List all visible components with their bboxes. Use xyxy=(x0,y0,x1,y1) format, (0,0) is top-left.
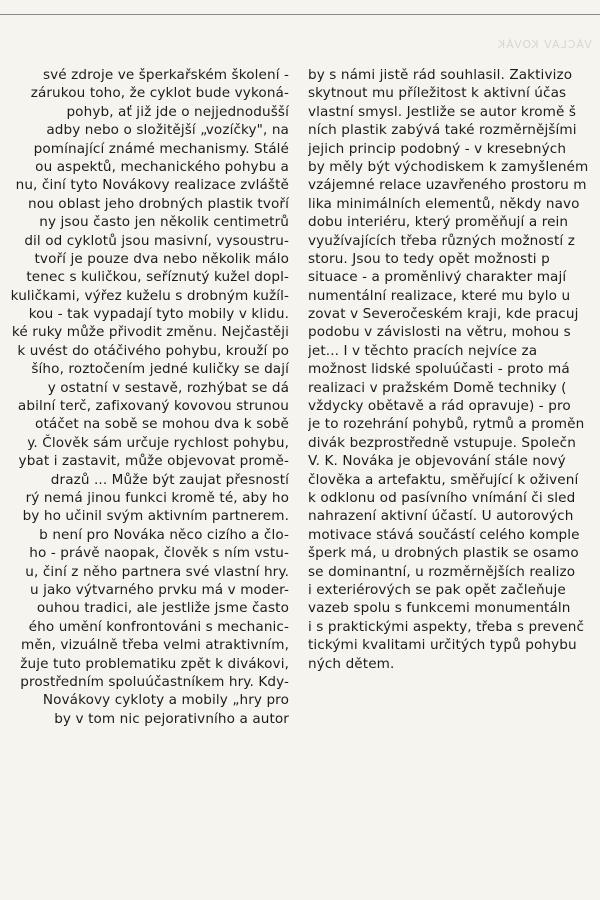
text-line: k odklonu od pasívního vnímání či sled xyxy=(308,489,576,506)
text-line: ních plastik zabývá také rozměrnějšími xyxy=(308,122,577,139)
text-line: pomínající známé mechanismy. Stálé xyxy=(33,140,289,157)
text-line: k uvést do otáčivého pohybu, krouží po xyxy=(17,342,289,359)
text-line: ho - právě naopak, člověk s ním vstu- xyxy=(29,545,289,562)
text-line: by ho učinil svým aktivním partnerem. xyxy=(22,508,289,525)
text-line: dil od cyklotů jsou masivní, vysoustru- xyxy=(24,232,289,249)
text-line: vazeb spolu s funkcemi monumentáln xyxy=(308,600,571,617)
top-rule xyxy=(0,14,600,15)
text-line: šího, roztočením jedné kuličky se dají xyxy=(31,361,289,378)
text-line: u jako výtvarného prvku má v moder- xyxy=(29,581,289,598)
text-line: dobu interiéru, který proměňují a rein xyxy=(308,214,569,231)
text-line: numentální realizace, které mu bylo u xyxy=(308,287,571,304)
text-line: b není pro Nováka něco cizího a člo- xyxy=(39,526,289,543)
text-line: šperk má, u drobných plastik se osamo xyxy=(308,545,579,562)
text-line: by měly být východiskem k zamyšleném xyxy=(308,158,589,175)
text-line: měn, vizuálně třeba velmi atraktivním, xyxy=(21,637,289,654)
text-line: nahrazení aktivní účastí. U autorových xyxy=(308,508,574,525)
text-line: člověka a artefaktu, směřující k oživení xyxy=(308,471,579,488)
text-line: u, činí z něho partnera své vlastní hry. xyxy=(25,563,289,580)
text-line: jet... I v těchto pracích nejvíce za xyxy=(308,342,538,359)
text-line: storu. Jsou to tedy opět možnosti p xyxy=(308,250,550,267)
text-line: i s praktickými aspekty, třeba s prevenč xyxy=(308,618,585,635)
text-line: V. K. Nováka je objevování stále nový xyxy=(308,453,566,470)
text-line: rý nemá jinou funkci kromě té, aby ho xyxy=(25,489,289,506)
text-line: je to rozehrání pohybů, rytmů a proměn xyxy=(308,416,585,433)
text-line: kou - tak vypadají tyto mobily v klidu. xyxy=(28,306,289,323)
text-line: své zdroje ve šperkařském školení - xyxy=(42,67,289,83)
text-line: adby nebo o složitější „vozíčky", na xyxy=(46,122,289,139)
text-line: vlastní smysl. Jestliže se autor kromě š xyxy=(308,103,577,120)
text-line: ou aspektů, mechanického pohybu a xyxy=(35,158,289,175)
text-line: podobu v závislosti na větru, mohou s xyxy=(308,324,571,341)
text-line: ké ruky může přivodit změnu. Nejčastěji xyxy=(11,324,289,341)
text-line: možnost lidské spoluúčasti - proto má xyxy=(308,361,570,378)
text-line: ných dětem. xyxy=(308,655,395,672)
text-line: drazů ... Může být zaujat přesností xyxy=(50,471,289,488)
text-line: prostředním spoluúčastníkem hry. Kdy- xyxy=(20,673,289,690)
text-line: tvoří je pouze dva nebo několik málo xyxy=(34,250,289,267)
text-line: y. Člověk sám určuje rychlost pohybu, xyxy=(27,434,289,451)
text-line: vzájemné relace uzavřeného prostoru m xyxy=(308,177,587,194)
text-line: kuličkami, výřez kuželu s drobným kužíl- xyxy=(10,287,289,304)
text-line: realizaci v pražském Domě techniky ( xyxy=(308,379,567,396)
text-line: zárukou toho, že cyklot bude vykoná- xyxy=(30,85,289,102)
text-line: vždycky obětavě a rád opravuje) - pro xyxy=(308,398,571,415)
bleed-through-header: VÁCLAV KOVÁK xyxy=(497,38,592,51)
text-line: by s námi jistě rád souhlasil. Zaktivizo xyxy=(308,67,573,83)
text-line: ouhou tradici, ale jestliže jsme často xyxy=(36,600,289,617)
text-line: skytnout mu příležitost k aktivní účas xyxy=(308,85,567,102)
text-line: ybat i zastavit, může objevovat promě- xyxy=(18,453,289,470)
text-line: otáčet na sobě se mohou dva k sobě xyxy=(35,416,289,433)
text-line: nou oblast jeho drobných plastik tvoří xyxy=(28,195,289,212)
text-line: Novákovy cykloty a mobily „hry pro xyxy=(42,692,289,709)
text-line: tickými kvalitami určitých typů pohybu xyxy=(308,637,577,654)
text-line: tenec s kuličkou, seříznutý kužel dopl- xyxy=(26,269,289,286)
text-line: motivace stává součástí celého komple xyxy=(308,526,580,543)
text-line: by v tom nic pejorativního a autor xyxy=(54,710,289,727)
text-line: lika minimálních elementů, někdy navo xyxy=(308,195,580,212)
text-line: abilní terč, zafixovaný kovovou strunou xyxy=(17,398,289,415)
text-line: nu, činí tyto Novákovy realizace zvláště xyxy=(15,177,289,194)
text-line: situace - a proměnlivý charakter mají xyxy=(308,269,567,286)
text-line: žuje tuto problematiku zpět k divákovi, xyxy=(20,655,289,672)
text-line: se dominantní, u rozměrnějších realizo xyxy=(308,563,576,580)
text-line: pohyb, ať již jde o nejjednodušší xyxy=(66,103,289,120)
text-line: ého umění konfrontováni s mechanic- xyxy=(28,618,289,635)
text-line: ny jsou často jen několik centimetrů xyxy=(39,214,289,231)
text-line: zovat v Severočeském kraji, kde pracuj xyxy=(308,306,579,323)
text-line: jejich princip podobný - v kresebných xyxy=(308,140,567,157)
text-line: využívajících třeba různých možností z xyxy=(308,232,575,249)
text-line: divák bezprostředně vstupuje. Společn xyxy=(308,434,576,451)
text-line: y ostatní v sestavě, rozhýbat se dá xyxy=(47,379,289,396)
right-text-column xyxy=(308,66,600,673)
text-line: i exteriérových se pak opět začleňuje xyxy=(308,581,566,598)
left-text-column xyxy=(0,66,289,728)
